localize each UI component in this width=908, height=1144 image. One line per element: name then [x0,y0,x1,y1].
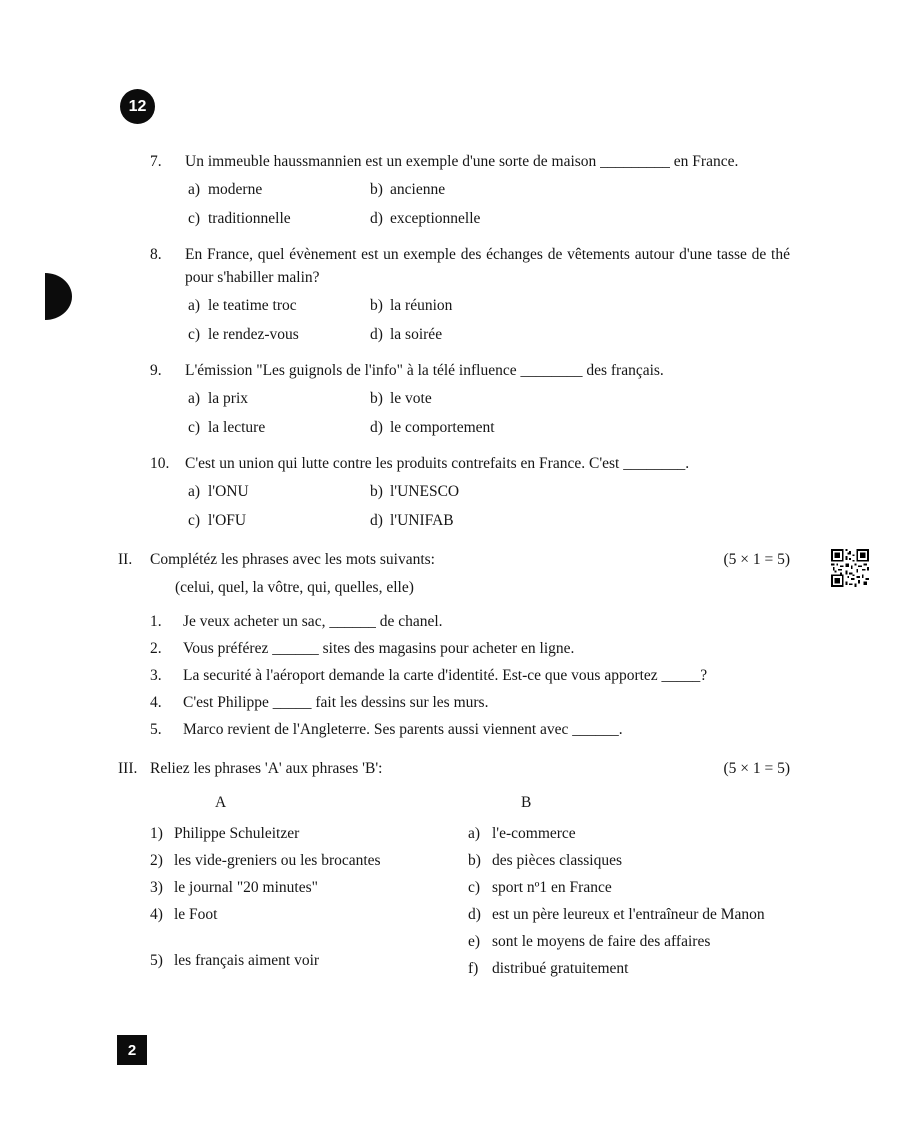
option-a [188,387,370,410]
item-number: 5. [150,721,162,738]
section-number: II. [118,551,133,568]
left-edge-mark [45,273,72,320]
option-text: le teatime troc [208,297,297,314]
option-d [370,323,790,346]
question-number: 8. [150,246,162,263]
word-bank: (celui, quel, la vôtre, qui, quelles, elle) [175,579,414,596]
option-a [188,480,370,503]
option-text: exceptionnelle [390,210,481,227]
option-label: d) [370,326,383,343]
section-title: Reliez les phrases 'A' aux phrases 'B': [150,760,383,777]
item-label: 2) [150,852,163,869]
match-item-b4 [468,903,790,926]
section-title: Complétéz les phrases avec les mots suivants: [150,551,435,568]
question-9 [118,359,790,439]
option-label: b) [370,390,383,407]
item-text: Je veux acheter un sac, ______ de chanel. [183,613,443,630]
section-3-header [118,757,790,780]
item-label: 5) [150,952,163,969]
item-text: les vide-greniers ou les brocantes [174,852,381,869]
fill-item-5 [118,719,790,741]
option-label: c) [188,419,201,436]
match-columns [118,822,790,984]
option-label: d) [370,419,383,436]
question-7 [118,150,790,230]
options-list [188,294,790,346]
fill-item-4 [118,692,790,714]
item-text: le journal "20 minutes" [174,879,318,896]
item-number: 1. [150,613,162,630]
match-column-b [468,822,790,984]
option-label: a) [188,390,201,407]
page-number-bottom: 2 [117,1035,147,1065]
item-text: les français aiment voir [174,952,320,969]
question-text: L'émission "Les guignols de l'info" à la télé influence ________ des français. [185,362,664,379]
option-text: la prix [208,390,249,407]
option-label: b) [370,297,383,314]
question-number: 7. [150,153,162,170]
match-item-a1 [150,822,468,845]
section-marks: (5 × 1 = 5) [723,760,790,777]
option-label: c) [188,326,201,343]
item-text: est un père leureux et l'entraîneur de Manon [492,906,765,923]
question-number: 10. [150,455,170,472]
item-text: sport nº1 en France [492,879,612,896]
item-number: 3. [150,667,162,684]
option-label: d) [370,210,383,227]
option-text: le rendez-vous [208,326,299,343]
option-c [188,416,370,439]
item-text: distribué gratuitement [492,960,629,977]
item-label: f) [468,960,479,977]
option-text: moderne [208,181,263,198]
option-label: c) [188,210,201,227]
option-text: le vote [390,390,432,407]
option-d [370,207,790,230]
options-list [188,387,790,439]
item-text: Marco revient de l'Angleterre. Ses parents aussi viennent avec ______. [183,721,623,738]
fill-item-1 [118,611,790,633]
item-label: e) [468,933,481,950]
option-label: b) [370,181,383,198]
option-a [188,178,370,201]
page-number-badge: 12 [120,89,155,124]
match-column-headers [118,792,790,814]
option-label: a) [188,483,201,500]
question-text: En France, quel évènement est un exemple des échanges de vêtements autour d'une tasse de thé pour s'habiller malin? [185,246,790,286]
section-marks: (5 × 1 = 5) [723,551,790,568]
option-d [370,416,790,439]
item-label: d) [468,906,481,923]
option-label: a) [188,181,201,198]
option-label: b) [370,483,383,500]
item-label: 3) [150,879,163,896]
item-label: b) [468,852,481,869]
item-label: 4) [150,906,163,923]
column-header-a: A [215,794,227,811]
question-text: C'est un union qui lutte contre les produits contrefaits en France. C'est ________. [185,455,690,472]
item-text: le Foot [174,906,218,923]
item-text: l'e-commerce [492,825,576,842]
column-header-b: B [521,794,532,811]
option-text: ancienne [390,181,446,198]
item-label: a) [468,825,481,842]
match-item-a2 [150,849,468,872]
exam-page-content [118,150,790,984]
option-a [188,294,370,317]
option-text: traditionnelle [208,210,291,227]
match-item-b5 [468,930,790,953]
option-text: l'OFU [208,512,247,529]
fill-item-3 [118,665,790,687]
question-10 [118,452,790,532]
qr-code-icon [831,549,869,587]
option-text: la lecture [208,419,266,436]
option-b [370,178,790,201]
item-text: des pièces classiques [492,852,622,869]
option-b [370,480,790,503]
option-c [188,323,370,346]
item-number: 2. [150,640,162,657]
match-item-a5 [150,949,468,972]
item-text: La securité à l'aéroport demande la carte d'identité. Est-ce que vous apportez _____? [183,667,708,684]
option-d [370,509,790,532]
question-8 [118,243,790,346]
option-text: l'UNIFAB [390,512,454,529]
item-text: sont le moyens de faire des affaires [492,933,711,950]
item-label: 1) [150,825,163,842]
option-text: l'ONU [208,483,249,500]
match-column-a [118,822,468,976]
match-item-b6 [468,957,790,980]
option-text: la soirée [390,326,443,343]
options-list [188,480,790,532]
option-b [370,294,790,317]
match-item-b2 [468,849,790,872]
match-item-b1 [468,822,790,845]
match-item-b3 [468,876,790,899]
option-c [188,207,370,230]
option-text: le comportement [390,419,495,436]
option-label: c) [188,512,201,529]
section-number: III. [118,760,138,777]
options-list [188,178,790,230]
item-text: Vous préférez ______ sites des magasins pour acheter en ligne. [183,640,575,657]
option-label: d) [370,512,383,529]
question-number: 9. [150,362,162,379]
item-text: C'est Philippe _____ fait les dessins sur les murs. [183,694,489,711]
option-text: la réunion [390,297,453,314]
question-text: Un immeuble haussmannien est un exemple d'une sorte de maison _________ en France. [185,153,739,170]
option-b [370,387,790,410]
option-text: l'UNESCO [390,483,460,500]
item-number: 4. [150,694,162,711]
item-text: Philippe Schuleitzer [174,825,300,842]
section-2-header [118,548,790,571]
fill-item-2 [118,638,790,660]
match-item-a4 [150,903,468,926]
option-label: a) [188,297,201,314]
match-item-a3 [150,876,468,899]
option-c [188,509,370,532]
item-label: c) [468,879,481,896]
